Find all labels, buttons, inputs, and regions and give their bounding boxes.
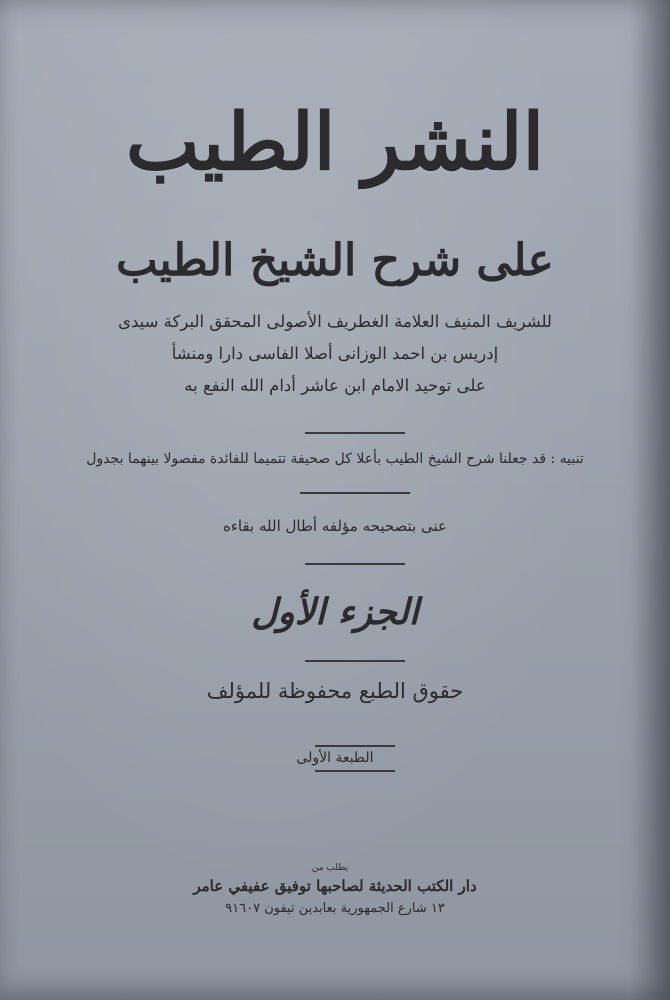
divider	[305, 563, 405, 565]
publisher-name: دار الكتب الحديثة لصاحبها توفيق عفيفي عامر	[193, 877, 477, 895]
author-line: على توحيد الامام ابن عاشر أدام الله النفع به	[184, 376, 486, 395]
publisher-request-label: يطلب من	[311, 863, 349, 873]
divider	[315, 770, 395, 772]
publisher-address: ١٣ شارع الجمهورية بعابدين تيفون ٩١٦٠٧	[225, 901, 445, 916]
divider	[305, 660, 405, 662]
rights-notice: حقوق الطبع محفوظة للمؤلف	[206, 679, 464, 703]
note-text: تنبيه : قد جعلنا شرح الشيخ الطيب بأعلا كل صحيفة تتميما للفائدة مفصولا بينهما بجدول	[86, 451, 584, 467]
author-line: إدريس بن احمد الوزانى أصلا الفاسى دارا ومنشأ	[171, 344, 499, 363]
main-title: النشر الطيب	[125, 97, 545, 188]
divider	[300, 492, 410, 494]
author-line: للشريف المنيف العلامة الغطريف الأصولى المحقق البركة سيدى	[118, 312, 552, 331]
subtitle: على شرح الشيخ الطيب	[116, 235, 554, 286]
volume-label: الجزء الأول	[251, 591, 419, 633]
edition-label: الطبعة الأولى	[296, 750, 374, 766]
divider	[305, 432, 405, 434]
editor-line: عنى بتصحيحه مؤلفه أطال الله بقاءه	[222, 517, 447, 535]
